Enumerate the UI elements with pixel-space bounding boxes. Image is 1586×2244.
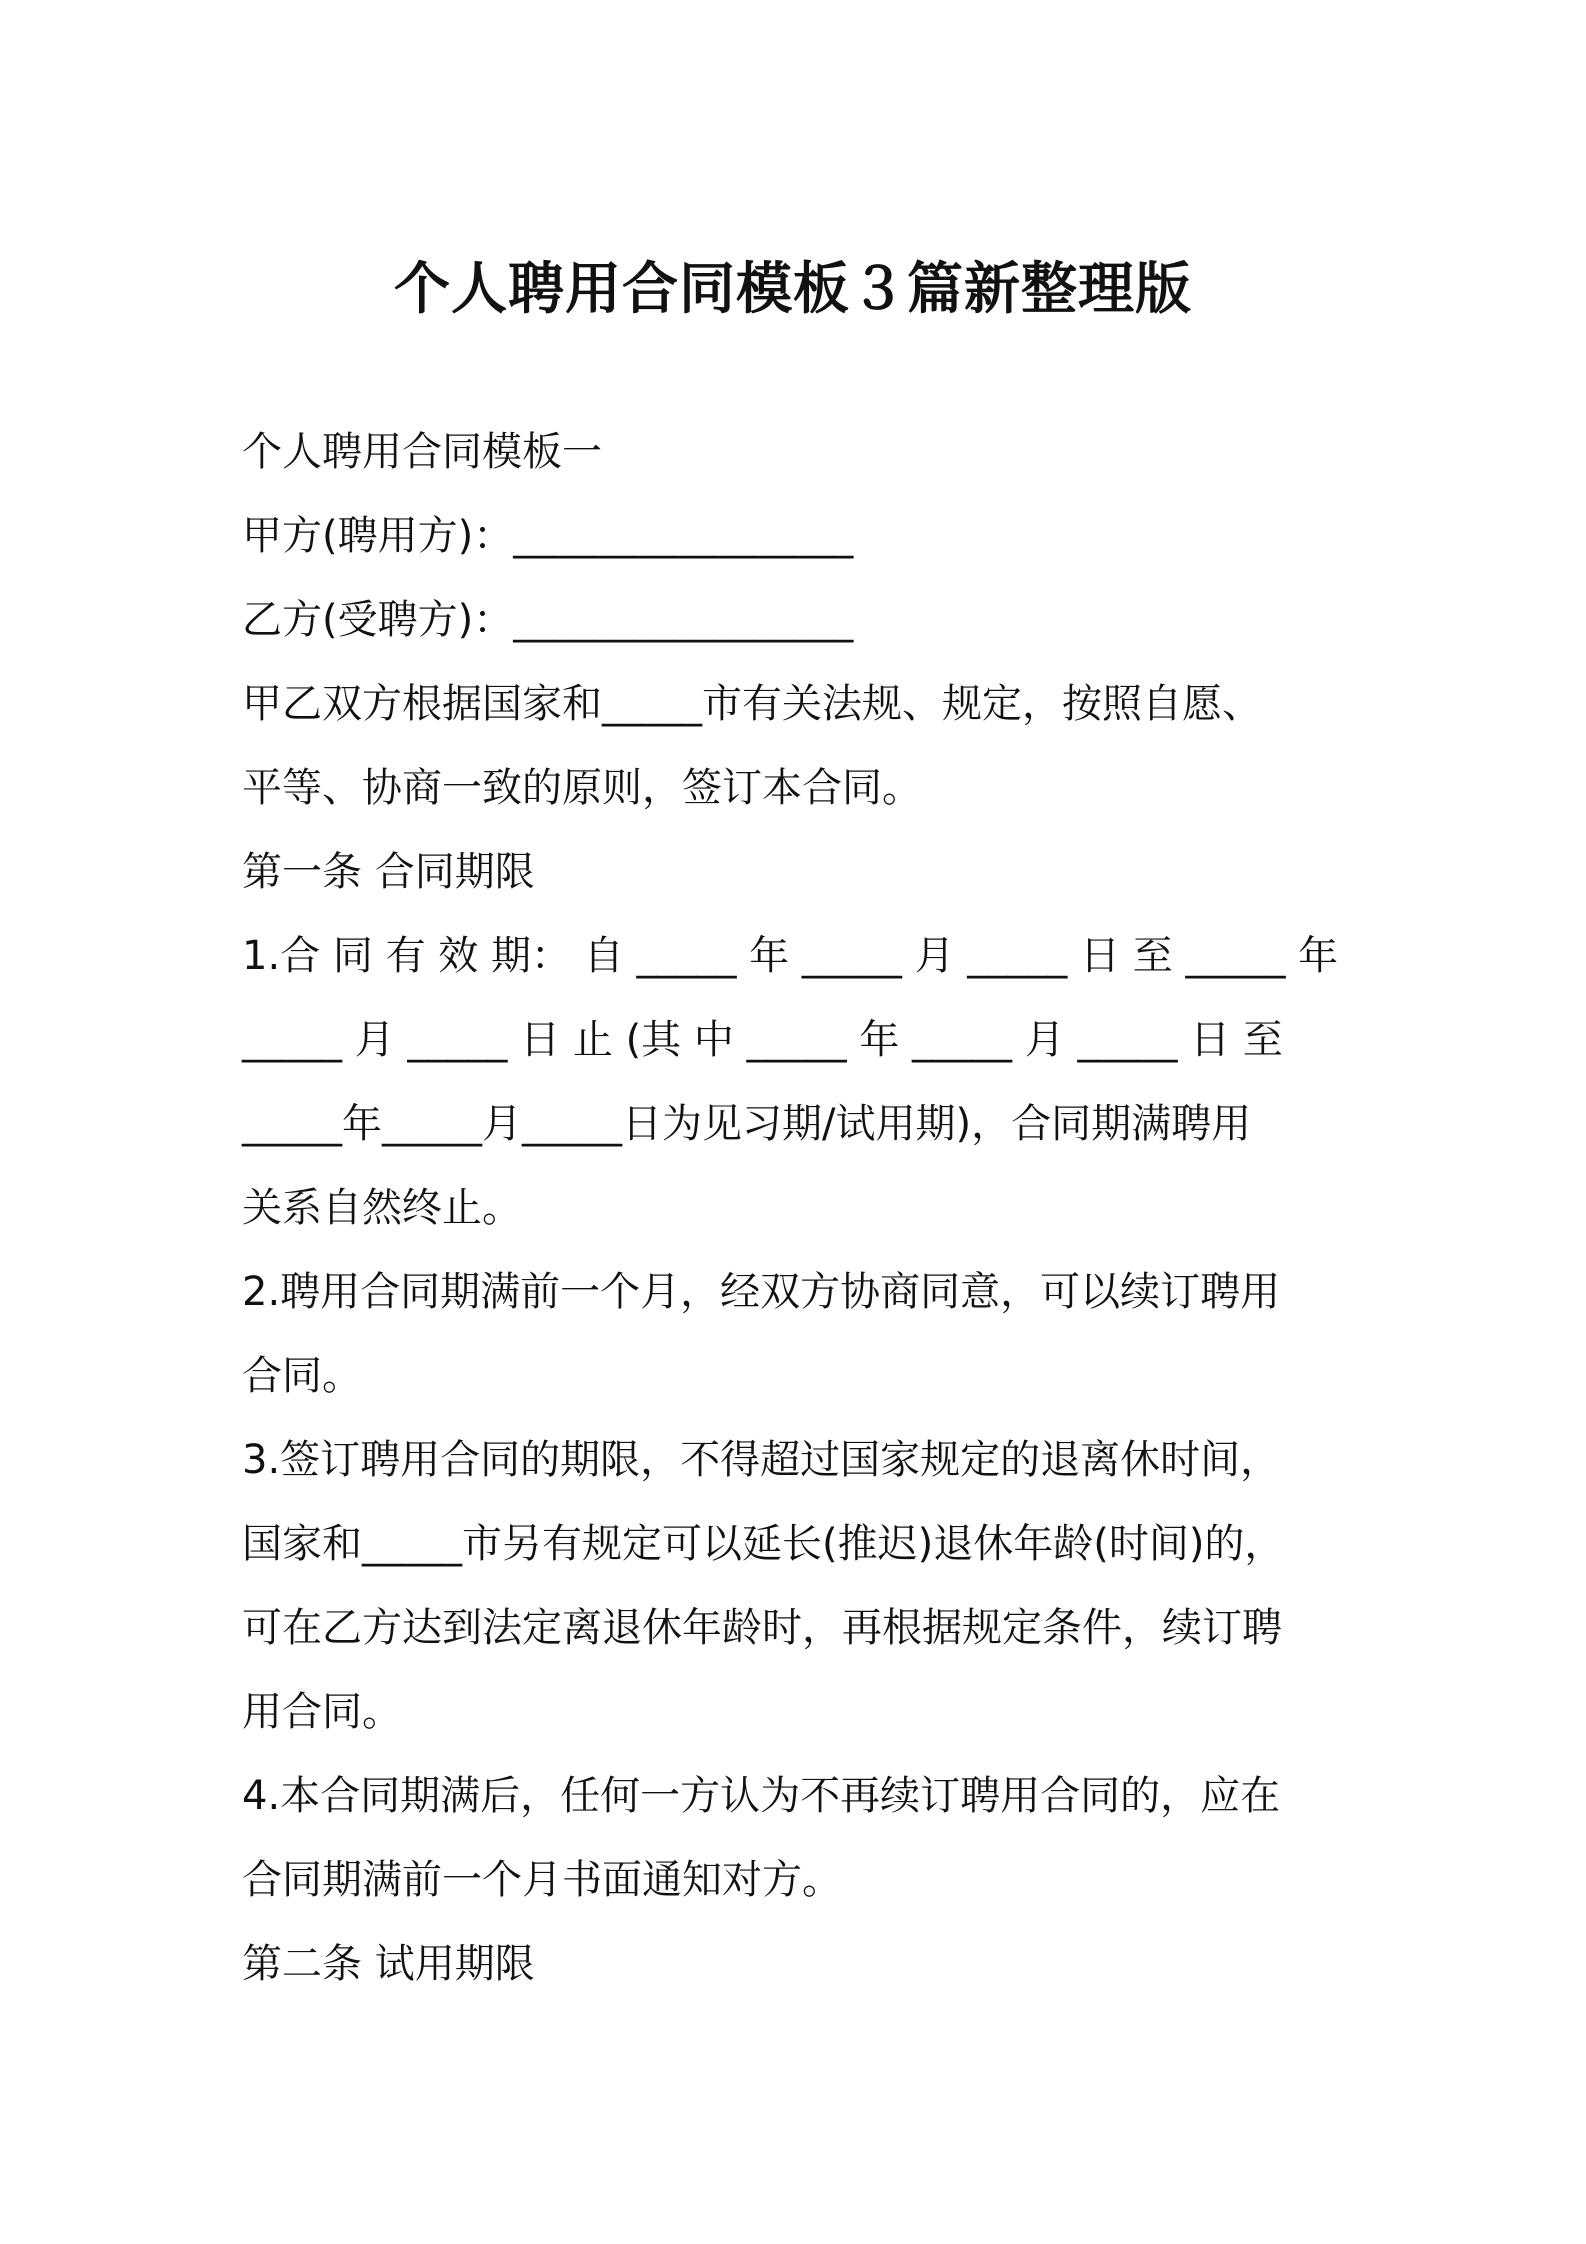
article-heading: 第二条 试用期限 [242, 1941, 535, 1987]
paragraph-line: 国家和_____市另有规定可以延长(推迟)退休年龄(时间)的， [242, 1521, 1285, 1567]
paragraph-line: 用合同。 [242, 1689, 402, 1735]
party-b-line: 乙方(受聘方)：_________________ [242, 597, 854, 643]
paragraph-line: 合同期满前一个月书面通知对方。 [242, 1857, 842, 1903]
paragraph-line: 平等、协商一致的原则，签订本合同。 [242, 765, 922, 811]
paragraph-line: 可在乙方达到法定离退休年龄时，再根据规定条件，续订聘 [242, 1605, 1282, 1651]
article-heading: 第一条 合同期限 [242, 849, 535, 895]
paragraph-line: 4.本合同期满后，任何一方认为不再续订聘用合同的，应在 [242, 1773, 1281, 1819]
document-body [242, 410, 1358, 2006]
paragraph-line: 2.聘用合同期满前一个月，经双方协商同意，可以续订聘用 [242, 1269, 1281, 1315]
paragraph-line: 3.签订聘用合同的期限，不得超过国家规定的退离休时间， [242, 1437, 1281, 1483]
section-heading: 个人聘用合同模板一 [242, 429, 602, 475]
paragraph-line: 合同。 [242, 1353, 362, 1399]
paragraph-line: 甲乙双方根据国家和_____市有关法规、规定，按照自愿、 [242, 681, 1262, 727]
document-title: 个人聘用合同模板３篇新整理版 [394, 257, 1192, 322]
paragraph-line: 关系自然终止。 [242, 1185, 522, 1231]
paragraph-line: _____ 月 _____ 日 止 (其 中 _____ 年 _____ 月 _____ 日 至 [242, 1017, 1283, 1063]
paragraph-line: 1.合 同 有 效 期： 自 _____ 年 _____ 月 _____ 日 至 _____ 年 [242, 933, 1339, 979]
party-a-line: 甲方(聘用方)：_________________ [242, 513, 854, 559]
paragraph-line: _____年_____月_____日为见习期/试用期)，合同期满聘用 [242, 1101, 1252, 1147]
